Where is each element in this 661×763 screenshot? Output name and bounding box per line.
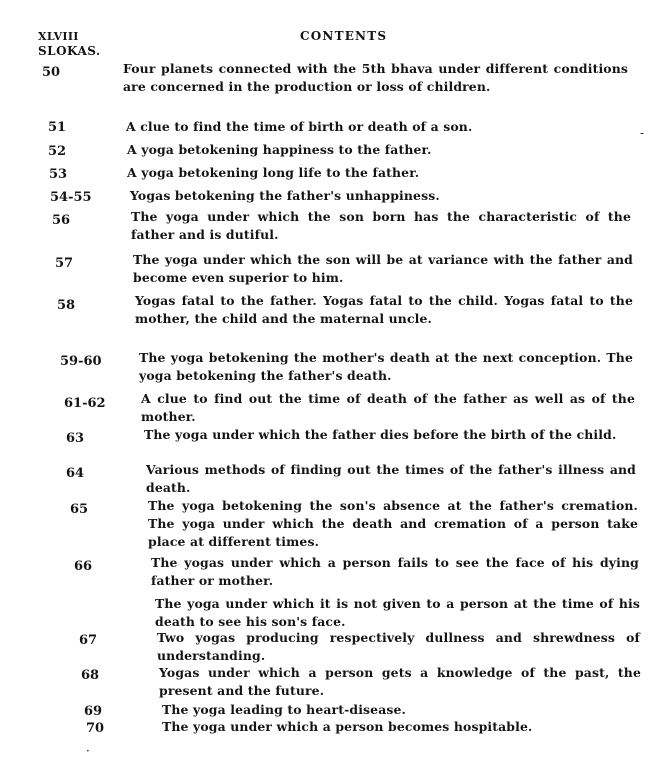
entry-text: Yogas under which a person gets a knowledge of the past, the present and the future.	[159, 665, 641, 698]
entry-text: The yoga under which a person becomes hospitable.	[162, 719, 533, 734]
entry-text: The yoga betokening the son's absence at the father's cremation. The yoga under which the death and cremation of a person take place at different times.	[148, 498, 638, 549]
sloka-number: 54-55	[50, 190, 92, 205]
sloka-number: 67	[79, 633, 98, 648]
sloka-number: 61-62	[64, 396, 106, 411]
entry-text: Yogas fatal to the father. Yogas fatal to the child. Yogas fatal to the mother, the child and the maternal uncle.	[135, 293, 633, 326]
entry-text: The yogas under which a person fails to see the face of his dying father or mother.	[151, 555, 639, 588]
sloka-number: 59-60	[60, 354, 102, 369]
sloka-number: 70	[86, 721, 105, 736]
entry-text: The yoga betokening the mother's death at the next conception. The yoga betokening the father's death.	[139, 350, 633, 383]
page-title: CONTENTS	[300, 29, 388, 43]
sloka-number: 63	[66, 431, 85, 446]
sloka-number: 50	[42, 65, 61, 80]
sloka-number: 53	[49, 167, 68, 182]
entry-text: A clue to find out the time of death of the father as well as of the mother.	[141, 391, 635, 424]
entry-text: A yoga betokening happiness to the father.	[127, 142, 432, 157]
sloka-number: 65	[70, 502, 89, 517]
sloka-number: 69	[84, 704, 103, 719]
entry-text: The yoga under which the son will be at variance with the father and become even superior to him.	[133, 252, 633, 285]
sloka-number: 66	[74, 559, 93, 574]
entry-text: Various methods of finding out the times of the father's illness and death.	[146, 462, 636, 495]
sloka-number: 64	[66, 466, 85, 481]
scan-mark: ·	[86, 744, 90, 758]
sloka-number: 68	[81, 668, 100, 683]
entry-text: The yoga under which the son born has the characteristic of the father and is dutiful.	[131, 209, 631, 242]
entry-text: Four planets connected with the 5th bhava under different conditions are concerned in the production or loss of children.	[123, 61, 628, 94]
sloka-number: 52	[48, 144, 67, 159]
entry-text: Yogas betokening the father's unhappiness.	[130, 188, 440, 203]
sloka-number: 56	[52, 213, 71, 228]
entry-text: The yoga under which the father dies before the birth of the child.	[144, 427, 617, 442]
entry-text: The yoga leading to heart-disease.	[162, 702, 407, 717]
sloka-number: 51	[48, 120, 67, 135]
entry-text: Two yogas producing respectively dullness and shrewdness of understanding.	[157, 630, 640, 663]
entry-text: A yoga betokening long life to the father.	[127, 165, 420, 180]
sloka-number: 57	[55, 256, 74, 271]
column-heading: SLOKAS.	[38, 44, 101, 58]
page-number: XLVIII	[38, 30, 79, 43]
sloka-number: 58	[57, 298, 76, 313]
entry-text: A clue to find the time of birth or death of a son.	[126, 119, 473, 134]
entry-text: The yoga under which it is not given to a person at the time of his death to see his son's face.	[155, 596, 640, 629]
scan-mark: -	[640, 126, 645, 140]
